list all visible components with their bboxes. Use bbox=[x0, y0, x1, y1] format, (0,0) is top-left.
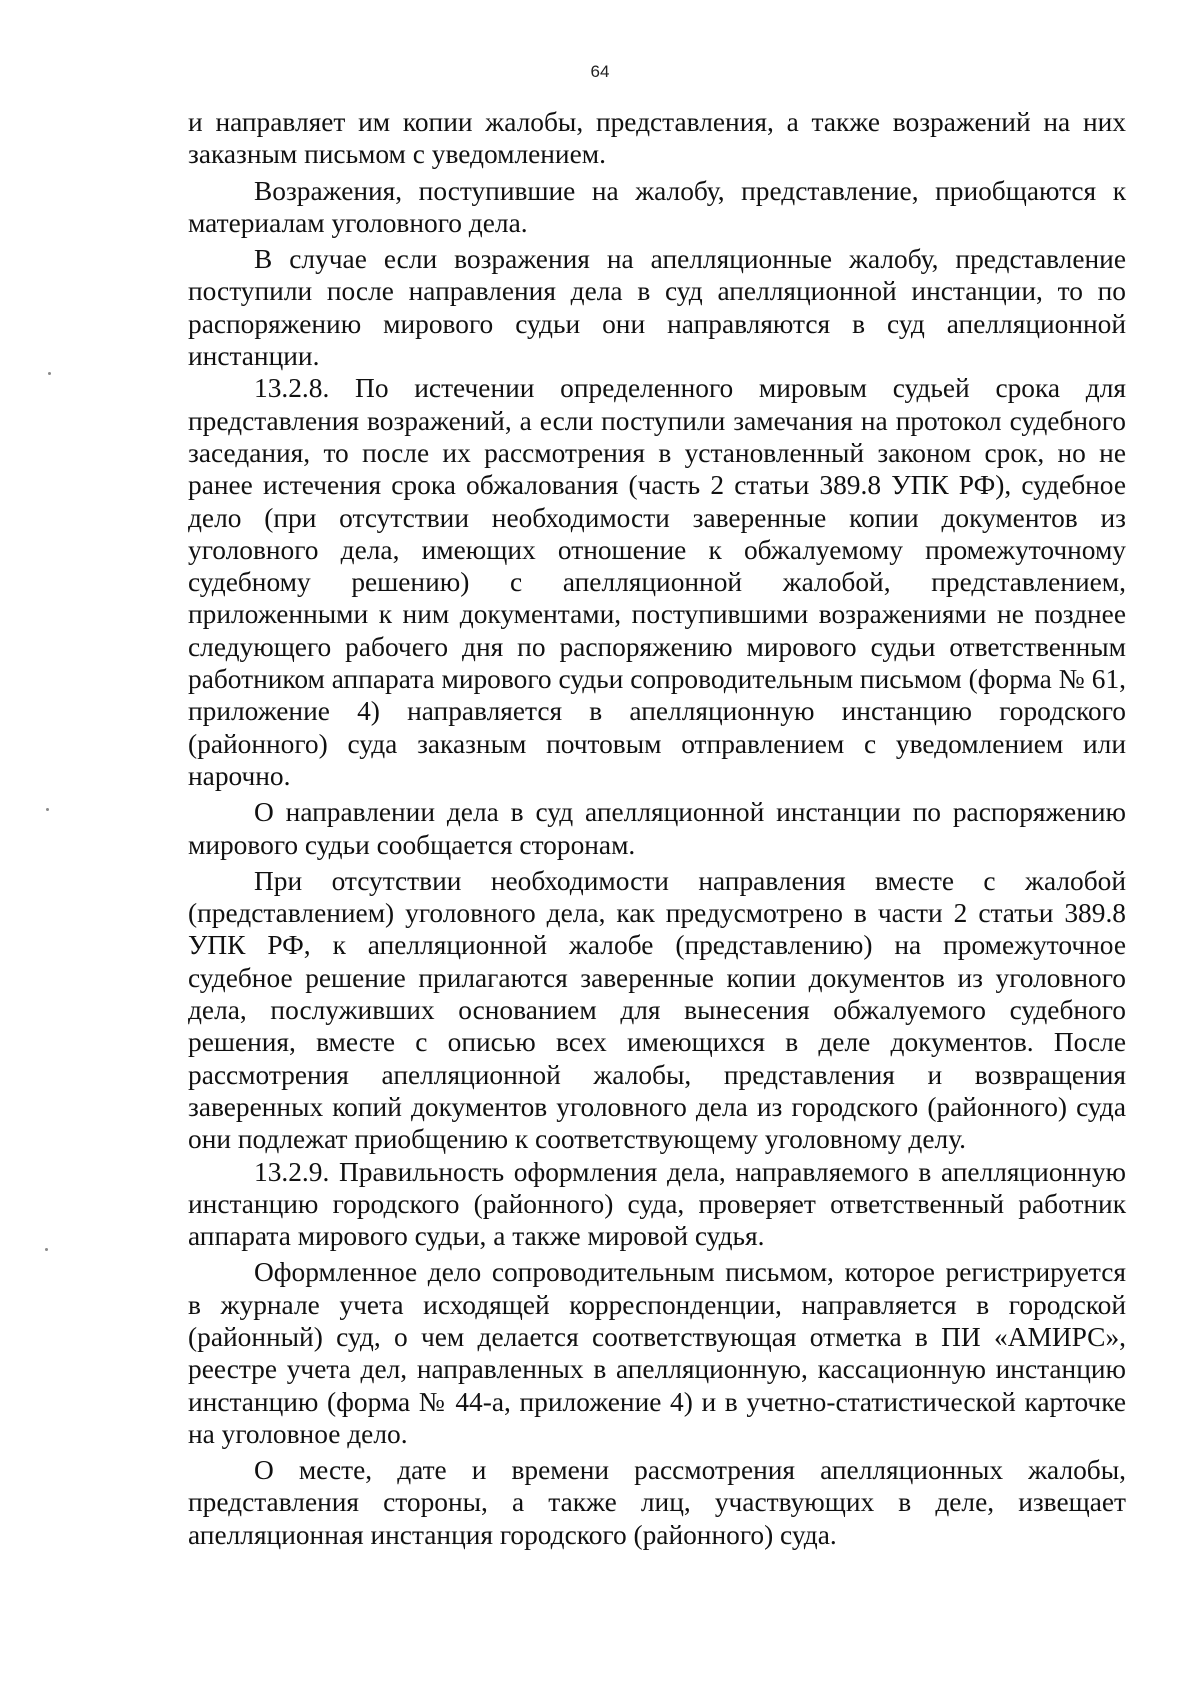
paragraph-objections: Возражения, поступившие на жалобу, представление, приобщаются к материалам уголовного дела. bbox=[188, 175, 1126, 238]
body-text bbox=[188, 106, 1126, 1551]
paragraph-late-objections: В случае если возражения на апелляционные жалобу, представление поступили после направления дела в суд апелляционной инстанции, то по распоряжению мирового судьи они направляются в суд апелляционной инстанции. bbox=[188, 244, 1126, 372]
page-number: 64 bbox=[590, 62, 610, 81]
margin-speck bbox=[45, 1248, 48, 1251]
paragraph-hearing-notice: О месте, дате и времени рассмотрения апелляционных жалобы, представления стороны, а также лиц, участвующих в деле, извещает апелляционная инстанция городского (районного) суда. bbox=[188, 1455, 1126, 1550]
paragraph-certified-copies: При отсутствии необходимости направления вместе с жалобой (представлением) уголовного дела, как предусмотрено в части 2 статьи 389.8 УПК РФ, к апелляционной жалобе (представлению) на промежуточное судебное решение прилагаются заверенные копии документов из уголовного дела, послуживших основанием для вынесения обжалуемого судебного решения, вместе с описью всех имеющихся в деле документов. После рассмотрения апелляционной жалобы, представления и возвращения заверенных копий документов уголовного дела из городского (районного) суда они подлежат приобщению к соответствующему уголовному делу. bbox=[188, 865, 1126, 1155]
paragraph-clause-13-2-8: 13.2.8. По истечении определенного мировым судьей срока для представления возражений, а если поступили замечания на протокол судебного заседания, то после их рассмотрения в установленный законом срок, но не ранее истечения срока обжалования (часть 2 статьи 389.8 УПК РФ), судебное дело (при отсутствии необходимости заверенные копии документов из уголовного дела, имеющих отношение к обжалуемому промежуточному судебному решению) с апелляционной жалобой, представлением, приложенными к ним документами, поступившими возражениями не позднее следующего рабочего дня по распоряжению мирового судьи ответственным работником аппарата мирового судьи сопроводительным письмом (форма № 61, приложение 4) направляется в апелляционную инстанцию городского (районного) суда заказным почтовым отправлением с уведомлением или нарочно. bbox=[188, 373, 1126, 791]
paragraph-continuation: и направляет им копии жалобы, представления, а также возражений на них заказным письмом с уведомлением. bbox=[188, 107, 1126, 170]
paragraph-registration: Оформленное дело сопроводительным письмом, которое регистрируется в журнале учета исходящей корреспонденции, направляется в городской (районный) суд, о чем делается соответствующая отметка в ПИ «АМИРС», реестре учета дел, направленных в апелляционную, кассационную инстанцию инстанцию (форма № 44-а, приложение 4) и в учетно-статистической карточке на уголовное дело. bbox=[188, 1257, 1126, 1449]
margin-speck bbox=[46, 808, 49, 811]
paragraph-notify-parties: О направлении дела в суд апелляционной инстанции по распоряжению мирового судьи сообщается сторонам. bbox=[188, 797, 1126, 860]
margin-speck bbox=[48, 372, 51, 375]
paragraph-clause-13-2-9: 13.2.9. Правильность оформления дела, направляемого в апелляционную инстанцию городского (районного) суда, проверяет ответственный работник аппарата мирового судьи, а также мировой судья. bbox=[188, 1156, 1126, 1252]
